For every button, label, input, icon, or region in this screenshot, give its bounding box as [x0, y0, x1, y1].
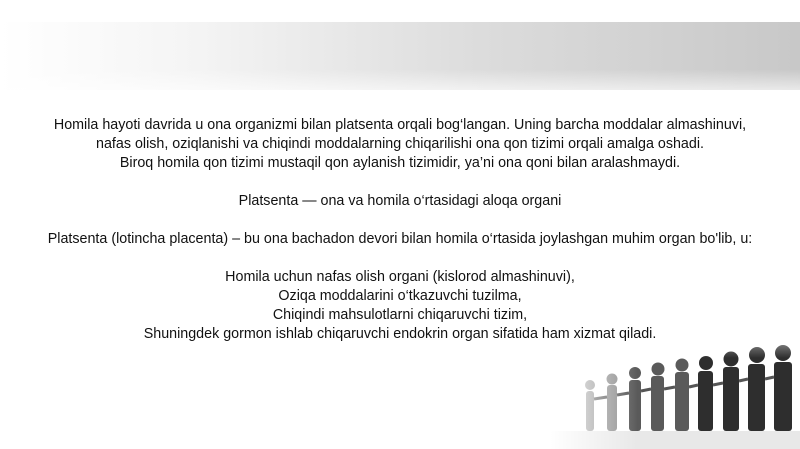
- intro-paragraph: Homila hayoti davrida u ona organizmi bilan platsenta orqali bog‘langan. Uning barcha moddalar almashinuvi, nafas olish, oziqlanishi va chiqindi moddalarning chiqarilishi ona qon tizimi orqali amalga oshadi.: [53, 117, 747, 152]
- function-item: Oziqa moddalarini o‘tkazuvchi tuzilma,: [278, 288, 522, 304]
- section-heading: Platsenta — ona va homila o‘rtasidagi aloqa organi: [238, 193, 562, 209]
- header-band-fade: [0, 22, 800, 90]
- function-item: Homila uchun nafas olish organi (kislorod almashinuvi),: [225, 269, 575, 285]
- function-item: Shuningdek gormon ishlab chiqaruvchi endokrin organ sifatida ham xizmat qiladi.: [143, 326, 657, 342]
- definition-paragraph: Platsenta (lotincha placenta) – bu ona bachadon devori bilan homila o‘rtasida joylashgan muhim organ bo'lib, u:: [47, 231, 753, 247]
- function-item: Chiqindi mahsulotlarni chiqaruvchi tizim,: [272, 307, 528, 323]
- slide-text-body: [40, 116, 760, 344]
- intro-paragraph-2: Biroq homila qon tizimi mustaqil qon aylanish tizimidir, ya’ni ona qoni bilan aralashmaydi.: [119, 155, 681, 171]
